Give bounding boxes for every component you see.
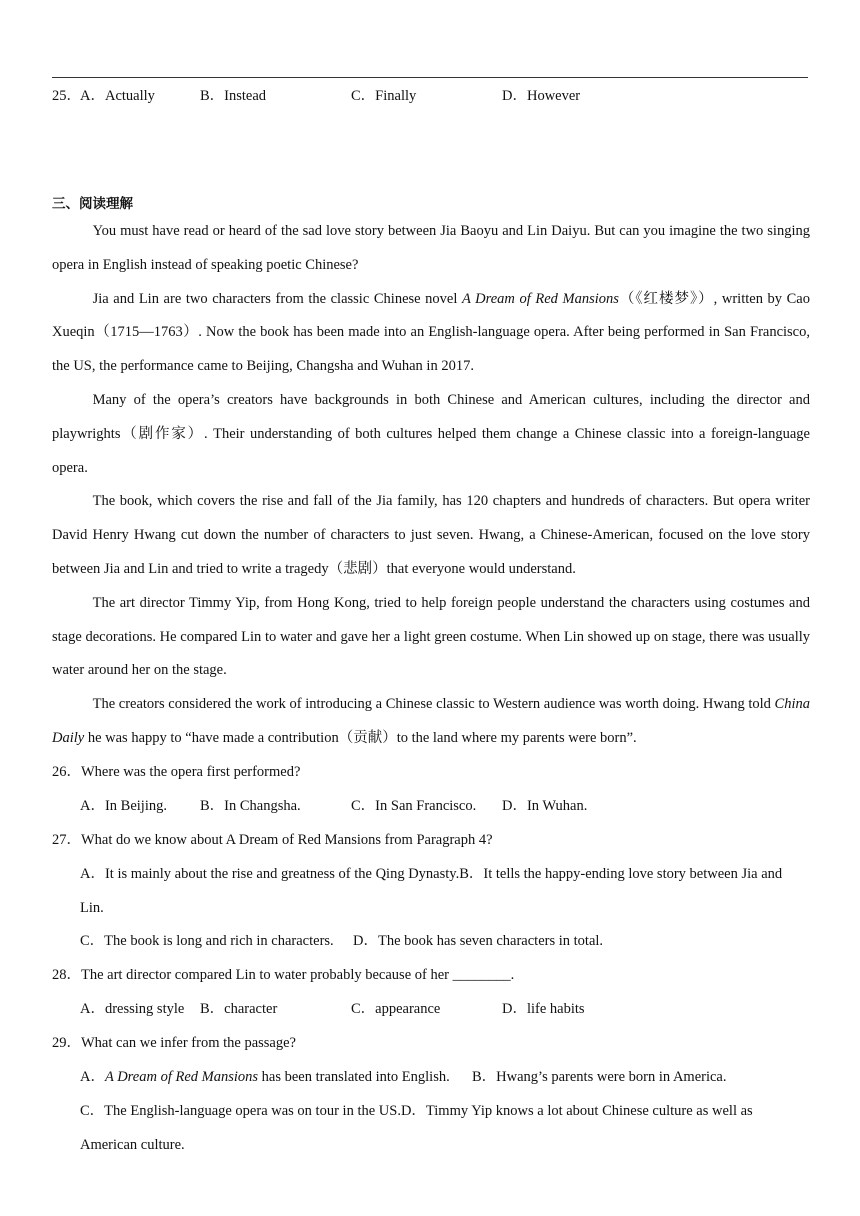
q26-stem: 26．Where was the opera first performed?	[52, 764, 301, 780]
reading-passage	[52, 215, 810, 756]
top-divider	[52, 77, 808, 78]
q25-option-a: A．Actually	[80, 88, 155, 104]
paragraph-5: The art director Timmy Yip, from Hong Kong, tried to help foreign people understand the characters using costumes and stage decorations. He compared Lin to water and gave her a light green costume. When Lin showed up on stage, there was usually water around her on the stage.	[52, 594, 810, 679]
q28-option-a: A．dressing style	[80, 1001, 185, 1017]
q25-row	[52, 86, 812, 106]
paragraph-6	[52, 688, 810, 756]
paragraph-6-start: The creators considered the work of introducing a Chinese classic to Western audience was worth doing. Hwang told	[92, 696, 775, 713]
q29-option-a	[80, 1067, 450, 1087]
q27-option-c: C．The book is long and rich in characters.	[80, 933, 334, 949]
q27-options-ab: A．It is mainly about the rise and greatness of the Qing Dynasty.B．It tells the happy-ending love story between Jia and	[80, 866, 783, 882]
paragraph-6-end: he was happy to “have made a contribution（贡献）to the land where my parents were born”.	[84, 729, 637, 746]
novel-title: A Dream of Red Mansions	[461, 290, 619, 307]
q28-stem: 28．The art director compared Lin to water probably because of her ________.	[52, 967, 515, 983]
paragraph-2-start: Jia and Lin are two characters from the classic Chinese novel	[92, 290, 462, 307]
q25-number: 25．	[52, 88, 81, 104]
q27-options-ab-cont: Lin.	[80, 900, 104, 916]
q26-option-b: B．In Changsha.	[200, 798, 301, 814]
q29-option-a-title: A Dream of Red Mansions	[104, 1069, 259, 1085]
q27-stem: 27．What do we know about A Dream of Red Mansions from Paragraph 4?	[52, 832, 493, 848]
paragraph-4: The book, which covers the rise and fall of the Jia family, has 120 chapters and hundreds of characters. But opera writer David Henry Hwang cut down the number of characters to just seven. Hwang, a Chinese-American, focused on the love story between Jia and Lin and tried to write a tragedy（悲剧）that everyone would understand.	[52, 493, 810, 577]
paragraph-2	[52, 283, 810, 384]
q26-option-c: C．In San Francisco.	[351, 798, 477, 814]
q28-option-d: D．life habits	[502, 1001, 585, 1017]
section-title: 三、阅读理解	[52, 196, 133, 212]
q28-option-c: C．appearance	[351, 1001, 441, 1017]
q29-option-b: B．Hwang’s parents were born in America.	[472, 1069, 727, 1085]
q25-option-d: D．However	[502, 88, 581, 104]
q28-option-b: B．character	[200, 1001, 278, 1017]
q26-option-a: A．In Beijing.	[80, 798, 167, 814]
q25-option-b: B．Instead	[200, 88, 267, 104]
paragraph-1: You must have read or heard of the sad love story between Jia Baoyu and Lin Daiyu. But can you imagine the two singing opera in English instead of speaking poetic Chinese?	[52, 223, 810, 273]
newspaper-title: China Daily	[52, 696, 810, 746]
q27-option-d: D．The book has seven characters in total.	[353, 933, 604, 949]
q29-options-cd-cont: American culture.	[80, 1137, 185, 1153]
q26-option-d: D．In Wuhan.	[502, 798, 588, 814]
q25-option-c: C．Finally	[351, 88, 417, 104]
q29-stem: 29．What can we infer from the passage?	[52, 1035, 296, 1051]
q29-option-a-rest: has been translated into English.	[258, 1069, 450, 1085]
q29-option-a-prefix: A．	[80, 1069, 105, 1085]
paragraph-3: Many of the opera’s creators have backgrounds in both Chinese and American cultures, including the director and playwrights（剧作家）. Their understanding of both cultures helped them change a Chinese classic into a foreign-language opera.	[52, 391, 810, 476]
paragraph-2-end: （《红楼梦》）, written by Cao Xueqin（1715—1763）. Now the book has been made into an English-language opera. After being performed in San Francisco, the US, the performance came to Beijing, Changsha and Wuhan in 2017.	[52, 290, 810, 375]
q29-options-cd: C．The English-language opera was on tour in the US.D．Timmy Yip knows a lot about Chinese culture as well as	[80, 1103, 753, 1119]
